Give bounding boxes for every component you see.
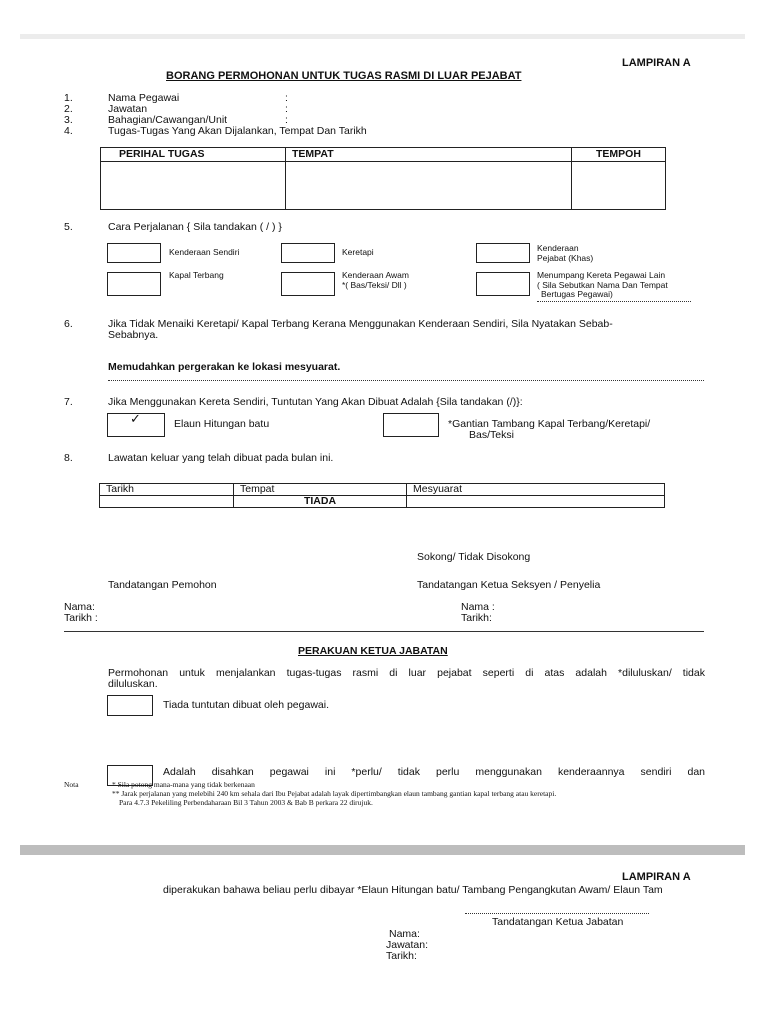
checkbox-elaun-hitungan-batu[interactable]: [107, 413, 165, 437]
section-divider: [64, 631, 704, 632]
duty-header-perihal: PERIHAL TUGAS: [101, 148, 286, 162]
field-colon: :: [285, 103, 288, 115]
applicant-tarikh-label: Tarikh :: [64, 612, 98, 624]
applicant-signature-label: Tandatangan Pemohon: [108, 579, 217, 591]
option-kenderaan-pejabat-line2: Pejabat (Khas): [537, 253, 594, 263]
checkbox-kenderaan-awam[interactable]: [281, 272, 335, 296]
field-colon: :: [285, 114, 288, 126]
field-number: 4.: [64, 125, 73, 137]
travel-mode-label: Cara Perjalanan { Sila tandakan ( / ) }: [108, 221, 282, 233]
option-keretapi: Keretapi: [342, 247, 374, 257]
option-menumpang-line1: Menumpang Kereta Pegawai Lain: [537, 270, 666, 280]
reason-fill-line: [108, 380, 704, 381]
reason-question-line1: Jika Tidak Menaiki Keretapi/ Kapal Terbang Kerana Menggunakan Kenderaan Sendiri, Sila Nyatakan Sebab-: [108, 318, 613, 330]
duty-cell-tempoh[interactable]: [572, 162, 666, 210]
form-title: BORANG PERMOHONAN UNTUK TUGAS RASMI DI LUAR PEJABAT: [166, 70, 522, 82]
page2-statement: diperakukan bahawa beliau perlu dibayar *Elaun Hitungan batu/ Tambang Pengangkutan Awam/ Elaun Tam: [163, 884, 663, 896]
checkbox-menumpang[interactable]: [476, 272, 530, 296]
perakuan-para-line1: Permohonan untuk menjalankan tugas-tugas rasmi di luar pejabat seperti di atas adalah *diluluskan/ tidak: [108, 667, 705, 679]
field-label-bahagian: Bahagian/Cawangan/Unit: [108, 114, 228, 126]
applicant-nama-label: Nama:: [64, 601, 95, 613]
note-line-3: Para 4.7.3 Pekeliling Perbendaharaan Bil 3 Tahun 2003 & Bab B perkara 22 dirujuk.: [119, 798, 373, 807]
option-kenderaan-awam-line2: *( Bas/Teksi/ Dll ): [342, 280, 407, 290]
lampiran-label: LAMPIRAN A: [622, 57, 691, 69]
no-claim-label: Tiada tuntutan dibuat oleh pegawai.: [163, 699, 329, 711]
field-number: 2.: [64, 103, 73, 115]
option-gantian-tambang-line1: *Gantian Tambang Kapal Terbang/Keretapi/: [448, 418, 651, 430]
supervisor-tarikh-label: Tarikh:: [461, 612, 492, 624]
checkbox-kapal-terbang[interactable]: [107, 272, 161, 296]
nota-label: Nota: [64, 780, 79, 789]
page2-tarikh-label: Tarikh:: [386, 950, 417, 962]
supervisor-nama-label: Nama :: [461, 601, 495, 613]
perakuan-para-line2: diluluskan.: [108, 678, 158, 690]
field-number: 1.: [64, 92, 73, 104]
checkmark-icon: ✓: [130, 411, 141, 426]
claim-question: Jika Menggunakan Kereta Sendiri, Tuntutan Yang Akan Dibuat Adalah {Sila tandakan (/)}:: [108, 396, 523, 408]
reason-answer[interactable]: Memudahkan pergerakan ke lokasi mesyuarat.: [108, 361, 341, 373]
section-number: 7.: [64, 396, 73, 408]
duty-header-tempat: TEMPAT: [286, 148, 572, 162]
option-menumpang-line3: Bertugas Pegawai): [541, 289, 613, 299]
visits-table: [99, 483, 665, 508]
checkbox-gantian-tambang[interactable]: [383, 413, 439, 437]
visits-cell-mesyuarat[interactable]: [407, 496, 665, 508]
duty-table: [100, 147, 666, 210]
checkbox-kenderaan-sendiri[interactable]: [107, 243, 161, 263]
option-kenderaan-pejabat-line1: Kenderaan: [537, 243, 579, 253]
support-status[interactable]: Sokong/ Tidak Disokong: [417, 551, 531, 563]
duty-cell-tempat[interactable]: [286, 162, 572, 210]
section-number: 6.: [64, 318, 73, 330]
note-line-2: ** Jarak perjalanan yang melebihi 240 km sehala dari Ibu Pejabat adalah layak dipertimbangkan elaun tambang gantian kapal terbang atau keretapi.: [112, 789, 557, 798]
visits-label: Lawatan keluar yang telah dibuat pada bulan ini.: [108, 452, 334, 464]
visits-header-tarikh: Tarikh: [100, 484, 234, 496]
section-number: 5.: [64, 221, 73, 233]
checkbox-tiada-tuntutan[interactable]: [107, 695, 153, 716]
visits-cell-tiada[interactable]: TIADA: [234, 496, 407, 508]
field-colon: :: [285, 92, 288, 104]
confirm-statement: Adalah disahkan pegawai ini *perlu/ tidak perlu menggunakan kenderaannya sendiri dan: [163, 766, 705, 778]
page2-signature-label: Tandatangan Ketua Jabatan: [492, 916, 624, 928]
option-elaun-hitungan-batu: Elaun Hitungan batu: [174, 418, 270, 430]
checkbox-keretapi[interactable]: [281, 243, 335, 263]
option-menumpang-line2: ( Sila Sebutkan Nama Dan Tempat: [537, 280, 668, 290]
page-separator: [20, 845, 745, 855]
page2-jawatan-label: Jawatan:: [386, 939, 429, 951]
supervisor-signature-label: Tandatangan Ketua Seksyen / Penyelia: [417, 579, 601, 591]
reason-question-line2: Sebabnya.: [108, 329, 159, 341]
perakuan-title: PERAKUAN KETUA JABATAN: [298, 645, 448, 657]
note-line-1: * Sila potong mana-mana yang tidak berkenaan: [112, 780, 255, 789]
duty-cell-perihal[interactable]: [101, 162, 286, 210]
option-kenderaan-sendiri: Kenderaan Sendiri: [169, 247, 240, 257]
page2-lampiran-label: LAMPIRAN A: [622, 871, 691, 883]
field-number: 3.: [64, 114, 73, 126]
checkbox-kenderaan-pejabat[interactable]: [476, 243, 530, 263]
field-label-nama: Nama Pegawai: [108, 92, 180, 104]
visits-header-mesyuarat: Mesyuarat: [407, 484, 665, 496]
field-label-tugas: Tugas-Tugas Yang Akan Dijalankan, Tempat Dan Tarikh: [108, 125, 367, 137]
option-gantian-tambang-line2: Bas/Teksi: [469, 429, 514, 441]
option-kenderaan-awam-line1: Kenderaan Awam: [342, 270, 409, 280]
visits-cell-tarikh[interactable]: [100, 496, 234, 508]
option-kapal-terbang: Kapal Terbang: [169, 270, 224, 280]
page2-nama-label: Nama:: [389, 928, 420, 940]
duty-header-tempoh: TEMPOH: [572, 148, 666, 162]
menumpang-fill-line[interactable]: [537, 301, 691, 302]
section-number: 8.: [64, 452, 73, 464]
visits-header-tempat: Tempat: [234, 484, 407, 496]
field-label-jawatan: Jawatan: [108, 103, 148, 115]
